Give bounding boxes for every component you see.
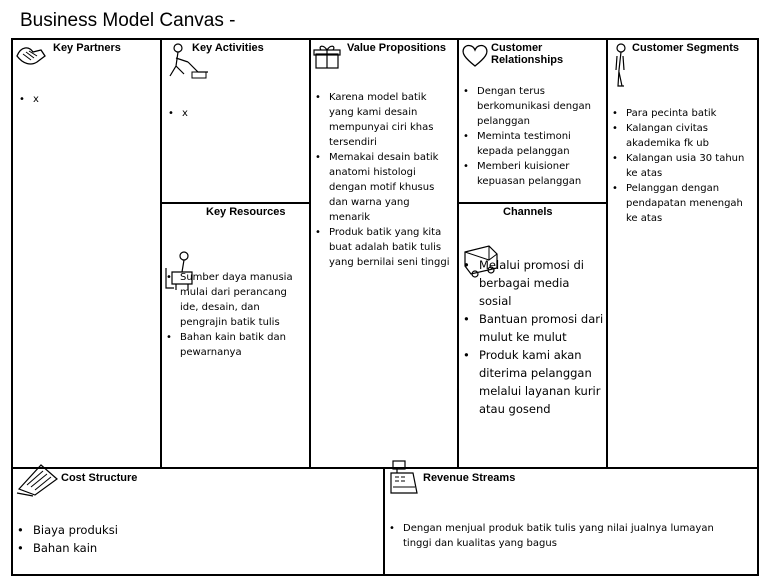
- value-propositions-list: [315, 90, 453, 270]
- list-item: • Biaya produksi: [17, 521, 377, 539]
- customer-relationships-heading-line2: Relationships: [491, 54, 564, 66]
- key-partners-block: [13, 40, 160, 467]
- list-item: • x: [19, 92, 149, 107]
- heart-icon: [461, 44, 489, 68]
- list-item: • Memberi kuisioner kepuasan pelanggan: [463, 159, 603, 189]
- list-item: • Bahan kain: [17, 539, 377, 557]
- channels-block: [459, 204, 606, 467]
- cash-register-icon: [389, 459, 419, 497]
- person-icon: [610, 42, 632, 90]
- list-item: • Memakai desain batik anatomi histologi dengan motif khusus dan warna yang menarik: [315, 150, 453, 225]
- revenue-streams-block: [385, 469, 757, 574]
- revenue-streams-heading: Revenue Streams: [423, 472, 516, 484]
- receipt-icon: [15, 463, 59, 497]
- key-resources-block: [162, 204, 309, 467]
- list-item: • Bahan kain batik dan pewarnanya: [166, 330, 306, 360]
- list-item: • Dengan menjual produk batik tulis yang nilai jualnya lumayan tinggi dan kualitas yang bagus: [389, 521, 744, 551]
- customer-segments-list: [612, 106, 754, 226]
- list-item: • Dengan terus berkomunikasi dengan pelanggan: [463, 84, 603, 129]
- list-item: • Bantuan promosi dari mulut ke mulut: [463, 310, 604, 346]
- list-item: • Produk kami akan diterima pelanggan melalui layanan kurir atau gosend: [463, 346, 604, 418]
- canvas-border-right: [757, 38, 759, 576]
- customer-relationships-heading-line1: Customer: [491, 42, 543, 54]
- cost-structure-block: [13, 469, 383, 574]
- cost-structure-list: [17, 521, 377, 557]
- key-activities-block: [162, 40, 309, 202]
- revenue-streams-list: [389, 521, 744, 551]
- handshake-icon: [15, 42, 47, 68]
- key-resources-heading: Key Resources: [206, 206, 286, 218]
- value-propositions-heading: Value Propositions: [347, 42, 447, 54]
- customer-segments-block: [608, 40, 757, 467]
- key-activities-heading: Key Activities: [192, 42, 264, 54]
- list-item: • Sumber daya manusia mulai dari perancang ide, desain, dan pengrajin batik tulis: [166, 270, 306, 330]
- list-item: • Kalangan civitas akademika fk ub: [612, 121, 754, 151]
- key-partners-list: [19, 92, 149, 107]
- list-item: • Produk batik yang kita buat adalah batik tulis yang bernilai seni tinggi: [315, 225, 453, 270]
- channels-list: [463, 256, 604, 418]
- list-item: • Meminta testimoni kepada pelanggan: [463, 129, 603, 159]
- key-partners-heading: Key Partners: [53, 42, 121, 54]
- page-title: Business Model Canvas -: [20, 10, 236, 31]
- list-item: • Karena model batik yang kami desain mempunyai ciri khas tersendiri: [315, 90, 453, 150]
- channels-heading: Channels: [503, 206, 553, 218]
- list-item: • x: [168, 106, 298, 121]
- key-resources-list: [166, 270, 306, 360]
- gift-icon: [313, 42, 343, 72]
- list-item: • Melalui promosi di berbagai media sosial: [463, 256, 604, 310]
- customer-relationships-block: [459, 40, 606, 202]
- cost-structure-heading: Cost Structure: [61, 472, 138, 484]
- list-item: • Pelanggan dengan pendapatan menengah ke atas: [612, 181, 754, 226]
- list-item: • Kalangan usia 30 tahun ke atas: [612, 151, 754, 181]
- list-item: • Para pecinta batik: [612, 106, 754, 121]
- customer-relationships-list: [463, 84, 603, 189]
- key-activities-list: [168, 106, 298, 121]
- value-propositions-block: [311, 40, 457, 467]
- customer-segments-heading: Customer Segments: [632, 42, 739, 54]
